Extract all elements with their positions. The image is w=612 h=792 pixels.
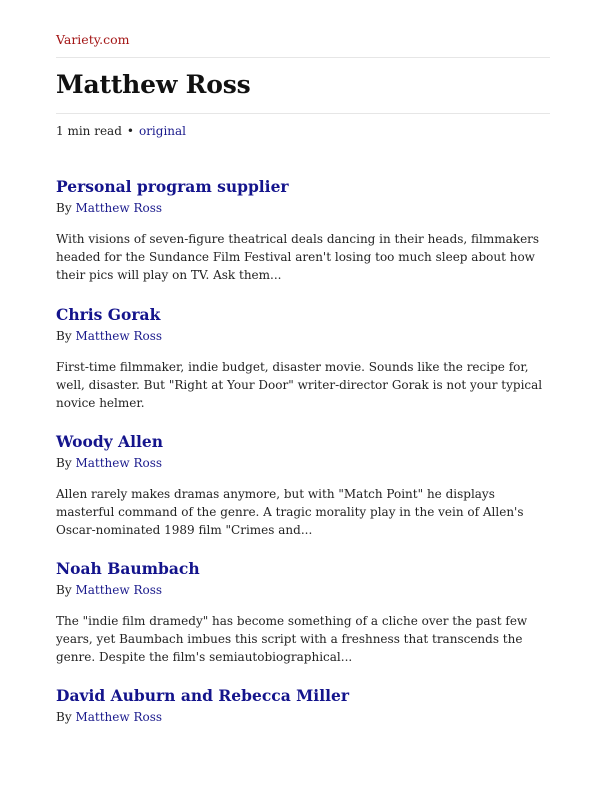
article-item bbox=[56, 305, 550, 412]
page-title: Matthew Ross bbox=[56, 70, 251, 99]
byline-label: By bbox=[56, 456, 72, 470]
article-title-link[interactable]: Chris Gorak bbox=[56, 305, 161, 324]
article-meta bbox=[56, 124, 186, 138]
article-item bbox=[56, 432, 550, 539]
article-item bbox=[56, 559, 550, 666]
article-byline bbox=[56, 455, 550, 471]
article-item bbox=[56, 686, 550, 725]
title-divider bbox=[56, 113, 550, 114]
author-link[interactable]: Matthew Ross bbox=[75, 710, 163, 724]
author-link[interactable]: Matthew Ross bbox=[75, 201, 163, 215]
article-byline bbox=[56, 328, 550, 344]
byline-label: By bbox=[56, 329, 72, 343]
header-divider bbox=[56, 57, 550, 58]
article-excerpt: The "indie film dramedy" has become something of a cliche over the past few years, yet Baumbach imbues this script with a freshness that transcends the genre. Despite the film's semiautobiographical... bbox=[56, 614, 528, 664]
article-byline bbox=[56, 709, 550, 725]
original-link[interactable]: original bbox=[138, 124, 187, 138]
article-item bbox=[56, 177, 550, 284]
article-excerpt: First-time filmmaker, indie budget, disaster movie. Sounds like the recipe for, well, disaster. But "Right at Your Door" writer-director Gorak is not your typical novice helmer. bbox=[56, 360, 543, 410]
article-title-link[interactable]: David Auburn and Rebecca Miller bbox=[56, 686, 350, 705]
site-link[interactable]: Variety.com bbox=[56, 32, 130, 47]
byline-label: By bbox=[56, 201, 72, 215]
article-title-link[interactable]: Noah Baumbach bbox=[56, 559, 200, 578]
author-link[interactable]: Matthew Ross bbox=[75, 329, 163, 343]
article-excerpt: Allen rarely makes dramas anymore, but with "Match Point" he displays masterful command of the genre. A tragic morality play in the vein of Allen's Oscar-nominated 1989 film "Crimes and... bbox=[56, 487, 524, 537]
article-byline bbox=[56, 582, 550, 598]
meta-separator: • bbox=[126, 124, 134, 138]
article-excerpt: With visions of seven-figure theatrical deals dancing in their heads, filmmakers headed for the Sundance Film Festival aren't losing too much sleep about how their pics will play on TV. Ask them... bbox=[56, 232, 540, 282]
byline-label: By bbox=[56, 583, 72, 597]
byline-label: By bbox=[56, 710, 72, 724]
article-byline bbox=[56, 200, 550, 216]
author-link[interactable]: Matthew Ross bbox=[75, 583, 163, 597]
article-title-link[interactable]: Personal program supplier bbox=[56, 177, 289, 196]
author-link[interactable]: Matthew Ross bbox=[75, 456, 163, 470]
article-title-link[interactable]: Woody Allen bbox=[56, 432, 163, 451]
read-time: 1 min read bbox=[56, 124, 122, 138]
